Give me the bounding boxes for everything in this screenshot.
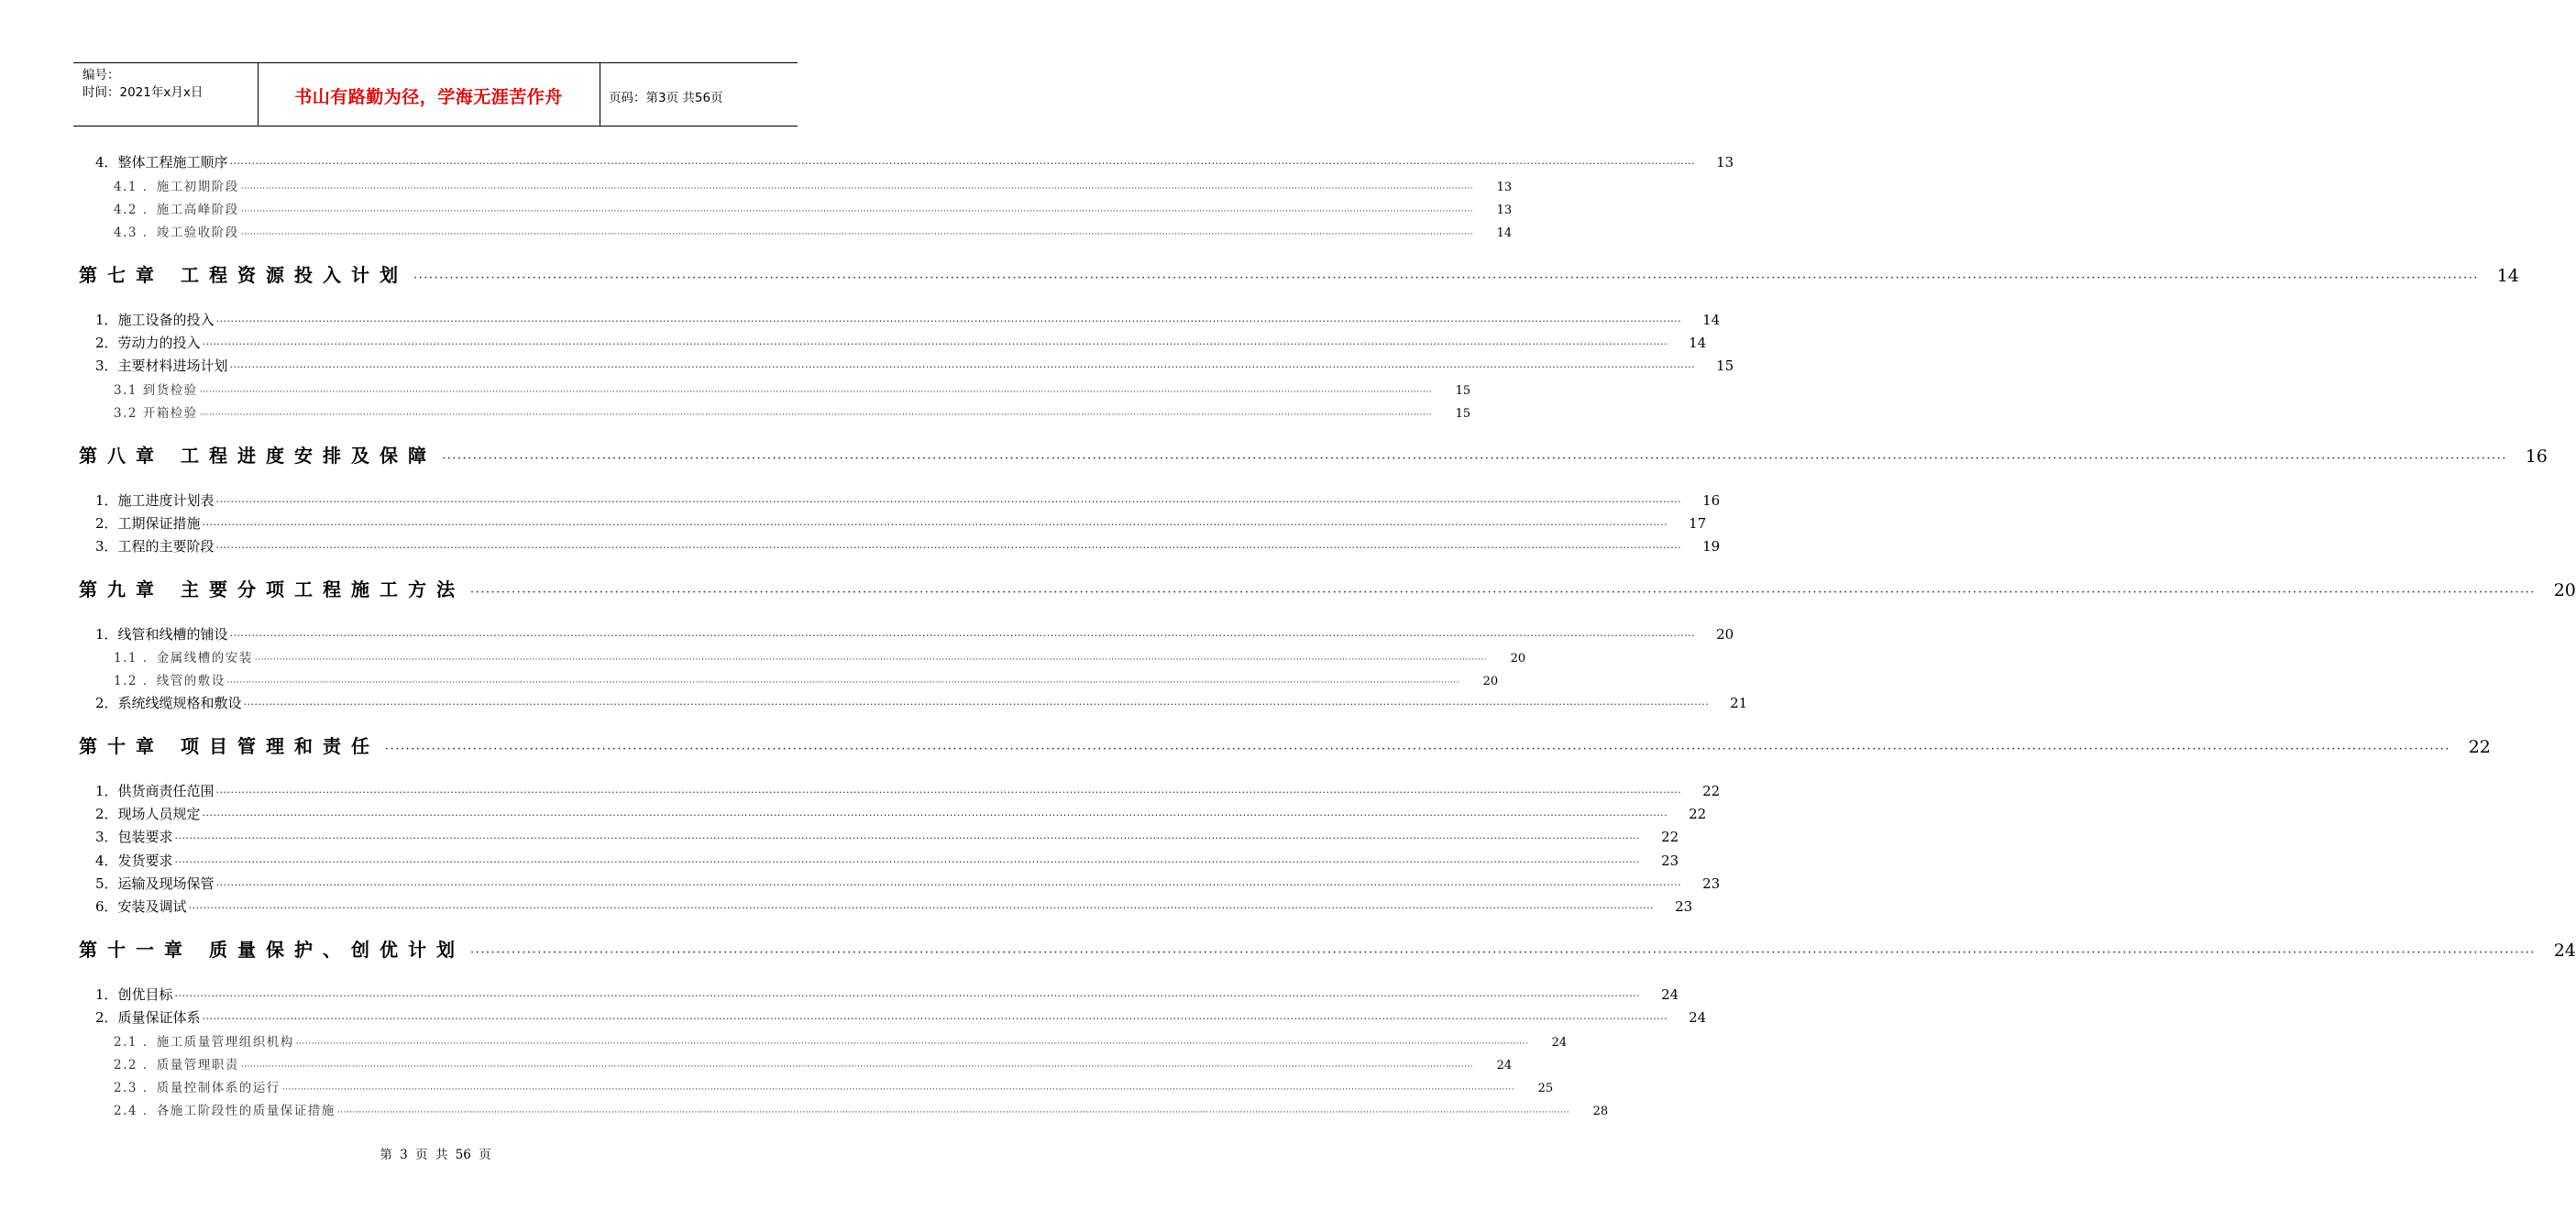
toc-entry-title: 6．安装及调试: [95, 898, 187, 915]
document-number-label: 编号：: [83, 68, 120, 82]
toc-leader-dots: ················································································································································································································································································································································································································: [215, 786, 1682, 798]
toc-leader-dots: ················································································································································································································································································································································································································: [413, 271, 2479, 285]
toc-entry[interactable]: [114, 1077, 1554, 1095]
toc-page-number: 23: [1675, 898, 1693, 915]
toc-leader-dots: ················································································································································································································································································································································································································: [384, 742, 2450, 756]
toc-page-number: 19: [1702, 538, 1721, 555]
toc-entry[interactable]: [95, 781, 1721, 799]
toc-entry-title: 2．系统线缆规格和敷设: [95, 695, 242, 711]
toc-entry[interactable]: [95, 1007, 1707, 1026]
toc-leader-dots: ················································································································································································································································································································································································································: [243, 698, 1710, 710]
toc-entry-title: 2.3 ．质量控制体系的运行: [114, 1081, 281, 1095]
toc-entry-title: 2．工期保证措施: [95, 515, 201, 532]
toc-page-number: 21: [1730, 695, 1748, 711]
toc-page-number: 22: [1702, 783, 1721, 799]
toc-entry[interactable]: [95, 851, 1679, 869]
toc-leader-dots: ················································································································································································································································································································································································································: [202, 809, 1668, 821]
toc-entry-title: 4.2 ．施工高峰阶段: [114, 203, 239, 217]
toc-entry[interactable]: [95, 624, 1734, 643]
toc-entry-title: 3.2 开箱检验: [114, 406, 198, 421]
toc-entry-title: 第十一章 质量保护、创优计划: [79, 939, 465, 961]
toc-page-number: 16: [2525, 446, 2548, 467]
toc-chapter-entry[interactable]: [79, 935, 2576, 961]
toc-entry[interactable]: [114, 176, 1513, 194]
toc-leader-dots: ················································································································································································································································································································································································································: [469, 586, 2536, 600]
toc-leader-dots: ················································································································································································································································································································································································································: [188, 902, 1655, 914]
toc-leader-dots: ················································································································································································································································································································································································································: [229, 361, 1696, 373]
toc-page-number: 22: [1661, 829, 1679, 845]
toc-page-number: 22: [1689, 806, 1707, 822]
toc-leader-dots: ················································································································································································································································································································································································································: [240, 1062, 1474, 1072]
toc-entry[interactable]: [114, 670, 1499, 688]
toc-entry[interactable]: [95, 984, 1679, 1003]
toc-entry-title: 4．整体工程施工顺序: [95, 154, 228, 170]
toc-leader-dots: ················································································································································································································································································································································································································: [199, 411, 1433, 420]
toc-page-number: 20: [1510, 652, 1526, 666]
toc-page-number: 14: [2496, 266, 2519, 286]
toc-leader-dots: ················································································································································································································································································································································································································: [215, 542, 1682, 554]
toc-entry-title: 2.1 ．施工质量管理组织机构: [114, 1035, 294, 1050]
toc-entry[interactable]: [95, 513, 1707, 532]
toc-page-number: 24: [1689, 1009, 1707, 1026]
toc-page-number: 16: [1702, 492, 1721, 509]
header-slogan: 书山有路勤为径，学海无涯苦作舟: [294, 87, 563, 107]
toc-entry-title: 4．发货要求: [95, 852, 173, 869]
toc-entry-title: 3．包装要求: [95, 829, 173, 845]
toc-entry-title: 1.2 ．线管的敷设: [114, 674, 226, 688]
document-date: 时间：2021年x月x日: [83, 85, 204, 100]
toc-page-number: 23: [1702, 875, 1721, 892]
toc-entry[interactable]: [114, 647, 1526, 666]
toc-page-number: 20: [1716, 626, 1734, 643]
toc-page-number: 13: [1496, 204, 1513, 217]
toc-leader-dots: ················································································································································································································································································································································································································: [336, 1108, 1570, 1117]
toc-leader-dots: ················································································································································································································································································································································································································: [254, 655, 1488, 665]
toc-entry-title: 2.4 ．各施工阶段性的质量保证措施: [114, 1104, 336, 1118]
toc-chapter-entry[interactable]: [79, 260, 2519, 286]
toc-leader-dots: ················································································································································································································································································································································································································: [229, 630, 1696, 642]
toc-entry[interactable]: [95, 490, 1721, 509]
toc-page-number: 24: [1551, 1036, 1568, 1050]
toc-entry[interactable]: [114, 380, 1471, 398]
toc-page-number: 15: [1716, 358, 1734, 374]
toc-entry[interactable]: [95, 896, 1693, 915]
toc-leader-dots: ················································································································································································································································································································································································································: [240, 184, 1474, 193]
toc-entry[interactable]: [114, 199, 1513, 217]
toc-page-number: 25: [1537, 1082, 1554, 1095]
toc-leader-dots: ················································································································································································································································································································································································································: [202, 1013, 1668, 1025]
toc-leader-dots: ················································································································································································································································································································································································································: [441, 452, 2507, 466]
toc-entry[interactable]: [114, 1031, 1568, 1050]
toc-page-number: 14: [1689, 335, 1707, 351]
toc-entry[interactable]: [95, 874, 1721, 892]
toc-leader-dots: ················································································································································································································································································································································································································: [281, 1085, 1515, 1094]
toc-entry-title: 第八章 工程进度安排及保障: [79, 445, 436, 467]
toc-leader-dots: ················································································································································································································································································································································································································: [215, 496, 1682, 508]
toc-page-number: 14: [1496, 226, 1513, 240]
toc-page-number: 23: [1661, 852, 1679, 869]
toc-leader-dots: ················································································································································································································································································································································································································: [240, 207, 1474, 216]
toc-entry-title: 1.1 ．金属线槽的安装: [114, 651, 253, 666]
toc-entry[interactable]: [95, 536, 1721, 555]
toc-entry-title: 3．主要材料进场计划: [95, 358, 228, 374]
toc-entry[interactable]: [114, 222, 1513, 240]
toc-leader-dots: ················································································································································································································································································································································································································: [229, 158, 1696, 170]
toc-entry-title: 1．供货商责任范围: [95, 783, 215, 799]
toc-page-number: 22: [2468, 737, 2491, 757]
toc-page-number: 20: [1482, 675, 1499, 688]
toc-leader-dots: ················································································································································································································································································································································································································: [469, 946, 2536, 960]
toc-entry-title: 5．运输及现场保管: [95, 875, 215, 892]
toc-entry[interactable]: [95, 804, 1707, 822]
toc-entry-title: 2．劳动力的投入: [95, 335, 201, 351]
toc-page-number: 24: [1496, 1059, 1513, 1072]
toc-leader-dots: ················································································································································································································································································································································································································: [174, 990, 1641, 1002]
toc-entry[interactable]: [114, 1054, 1513, 1072]
toc-entry-title: 2．现场人员规定: [95, 806, 201, 822]
toc-entry[interactable]: [95, 356, 1734, 374]
toc-page-number: 24: [2553, 940, 2576, 961]
toc-page-number: 13: [1716, 154, 1734, 170]
toc-entry-title: 第九章 主要分项工程施工方法: [79, 578, 465, 600]
toc-entry-title: 第十章 项目管理和责任: [79, 735, 380, 757]
toc-entry[interactable]: [95, 333, 1707, 351]
toc-page-number: 14: [1702, 312, 1721, 328]
toc-chapter-entry[interactable]: [79, 441, 2548, 467]
toc-page-number: 15: [1455, 384, 1471, 398]
toc-entry[interactable]: [95, 310, 1721, 328]
toc-leader-dots: ················································································································································································································································································································································································································: [215, 315, 1682, 327]
toc-entry-title: 1．线管和线槽的铺设: [95, 626, 228, 643]
toc-leader-dots: ················································································································································································································································································································································································································: [174, 832, 1641, 844]
header-page-code: 页码：第3页 共56页: [609, 91, 723, 105]
toc-entry-title: 1．施工进度计划表: [95, 492, 215, 509]
toc-page-number: 17: [1689, 515, 1707, 532]
toc-chapter-entry[interactable]: [79, 575, 2576, 600]
toc-chapter-entry[interactable]: [79, 732, 2491, 757]
toc-entry-title: 3.1 到货检验: [114, 383, 198, 398]
toc-entry-title: 2．质量保证体系: [95, 1009, 201, 1026]
toc-leader-dots: ················································································································································································································································································································································································································: [199, 388, 1433, 397]
toc-page-number: 13: [1496, 181, 1513, 194]
toc-entry[interactable]: [95, 152, 1734, 170]
toc-entry-title: 1．施工设备的投入: [95, 312, 215, 328]
toc-entry-title: 1．创优目标: [95, 986, 173, 1003]
toc-leader-dots: ················································································································································································································································································································································································································: [226, 678, 1460, 688]
toc-entry-title: 3．工程的主要阶段: [95, 538, 215, 555]
toc-entry-title: 2.2 ．质量管理职责: [114, 1058, 239, 1072]
toc-leader-dots: ················································································································································································································································································································································································································: [174, 856, 1641, 868]
toc-leader-dots: ················································································································································································································································································································································································································: [202, 519, 1668, 531]
toc-entry-title: 4.1 ．施工初期阶段: [114, 180, 239, 194]
toc-entry[interactable]: [95, 693, 1748, 711]
toc-entry[interactable]: [114, 402, 1471, 421]
toc-page-number: 20: [2553, 580, 2576, 600]
toc-leader-dots: ················································································································································································································································································································································································································: [202, 338, 1668, 350]
toc-leader-dots: ················································································································································································································································································································································································································: [295, 1040, 1529, 1049]
toc-page-number: 15: [1455, 407, 1471, 421]
page-footer: 第 3 页 共 56 页: [380, 1148, 491, 1162]
toc-entry[interactable]: [95, 827, 1679, 845]
toc-page-number: 28: [1592, 1105, 1609, 1118]
toc-leader-dots: ················································································································································································································································································································································································································: [240, 230, 1474, 239]
toc-entry-title: 第七章 工程资源投入计划: [79, 264, 408, 286]
toc-entry[interactable]: [114, 1100, 1609, 1118]
toc-leader-dots: ················································································································································································································································································································································································································: [215, 879, 1682, 891]
toc-entry-title: 4.3 ．竣工验收阶段: [114, 226, 239, 240]
toc-page-number: 24: [1661, 986, 1679, 1003]
